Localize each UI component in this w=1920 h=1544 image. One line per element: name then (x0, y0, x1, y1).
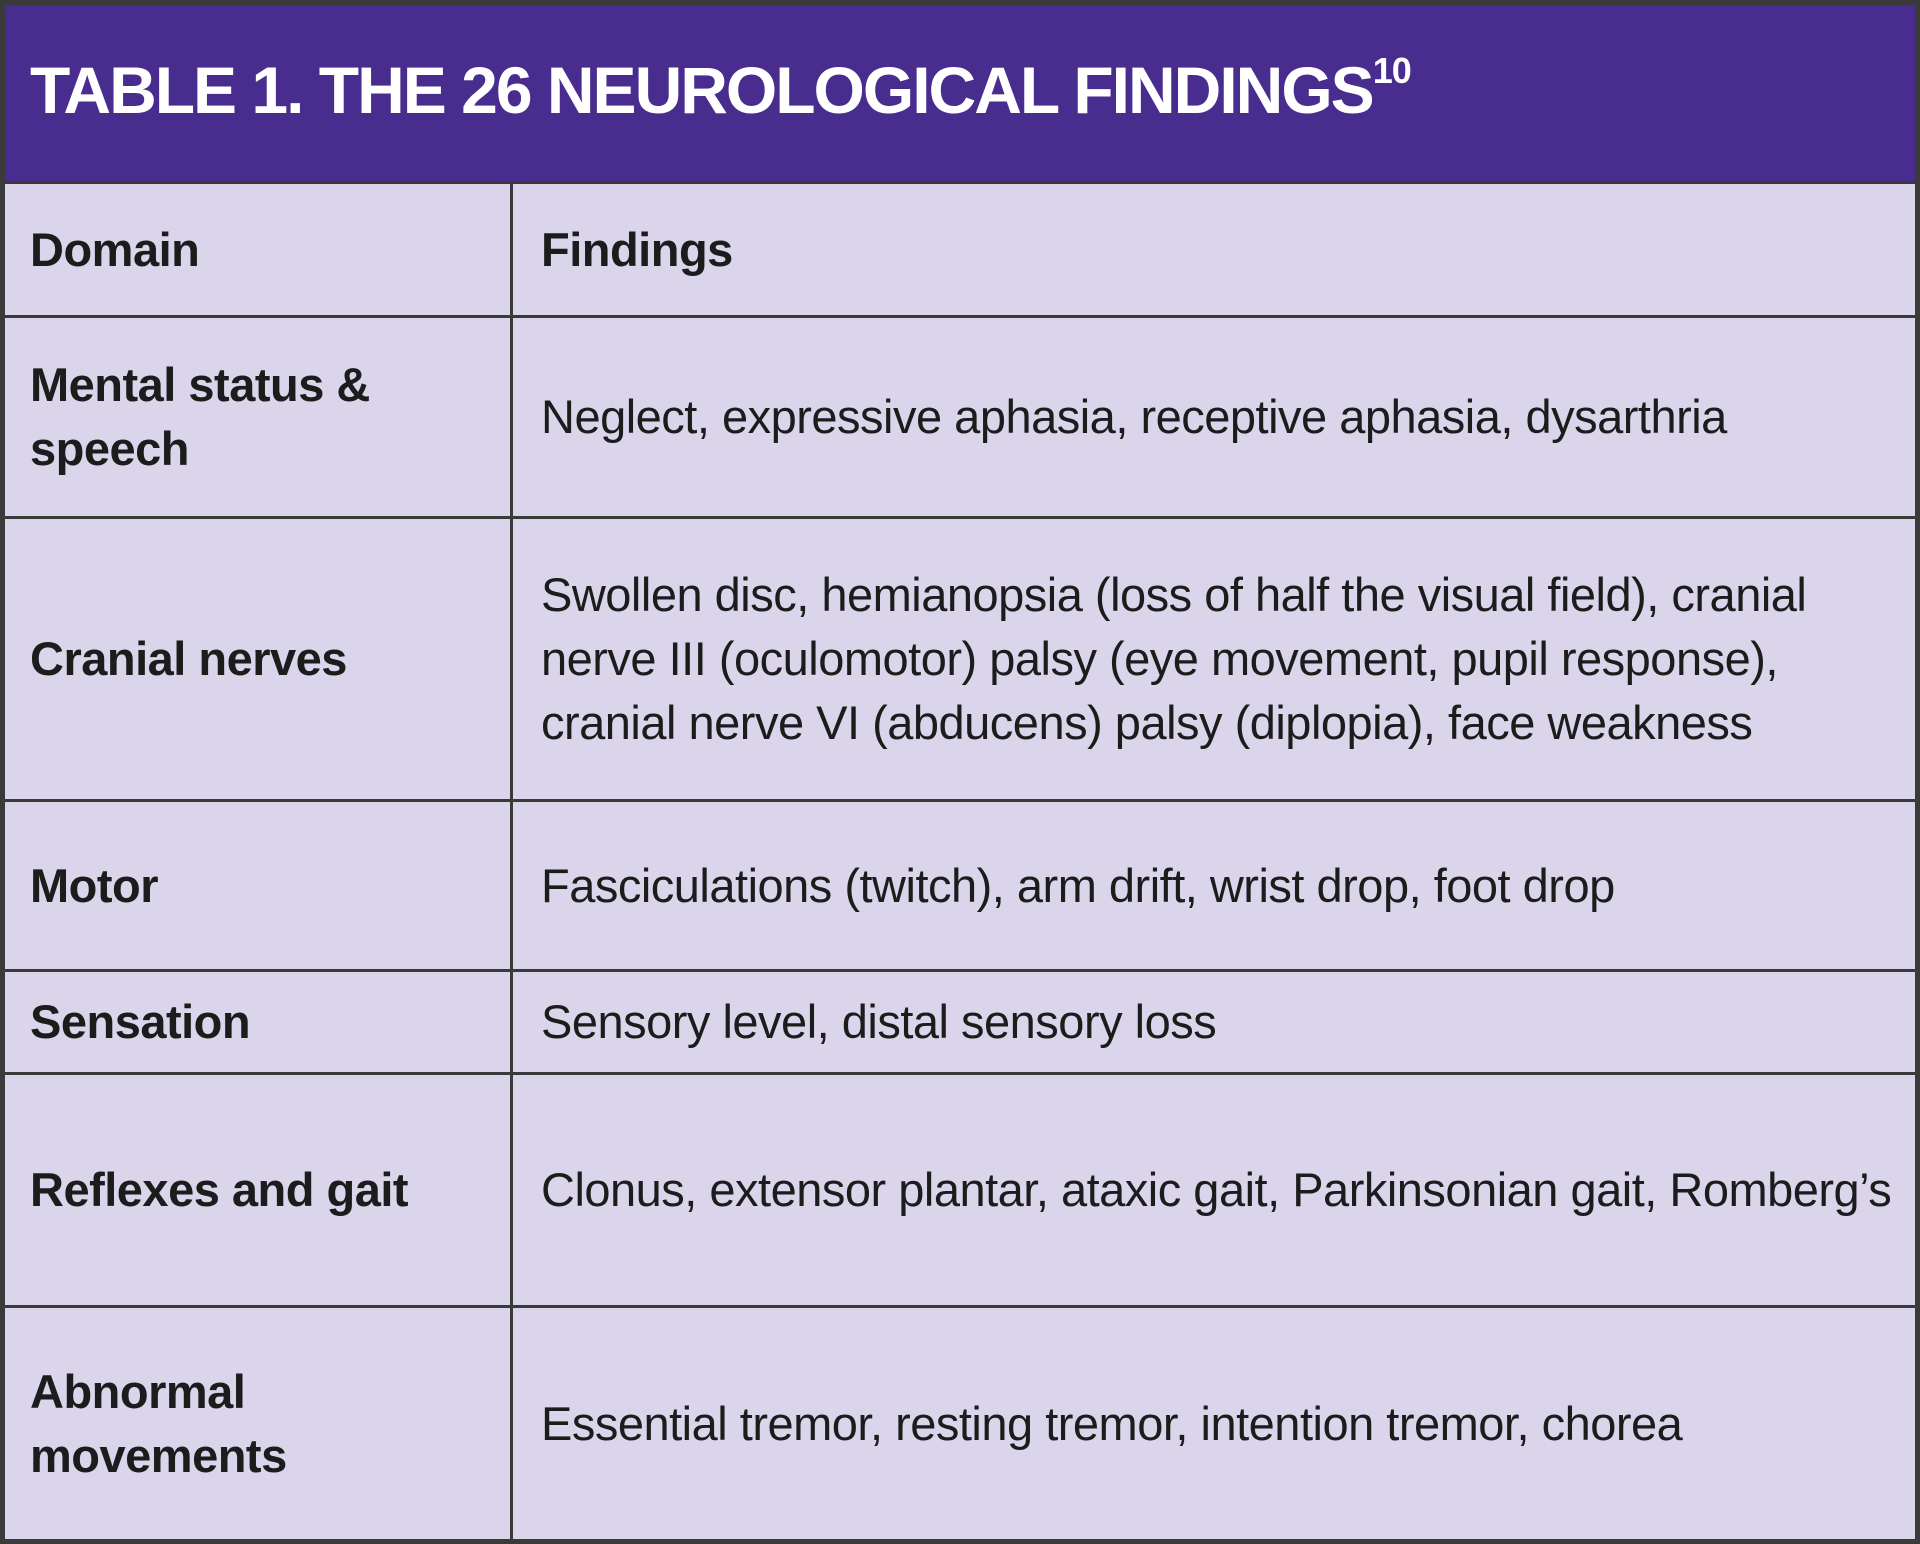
domain-cell: Sensation (5, 972, 513, 1072)
table-row (5, 318, 1915, 519)
domain-cell: Reflexes and gait (5, 1075, 513, 1305)
title-superscript: 10 (1372, 50, 1411, 91)
header-domain: Domain (5, 184, 513, 315)
findings-cell: Swollen disc, hemianopsia (loss of half the visual field), cranial nerve III (oculomotor) palsy (eye movement, pupil response), cranial nerve VI (abducens) palsy (diplopia), face weakness (541, 568, 1807, 749)
table-row (5, 972, 1915, 1075)
domain-cell: Abnormal movements (5, 1308, 513, 1539)
domain-cell: Mental status & speech (5, 318, 513, 516)
findings-cell: Fasciculations (twitch), arm drift, wrist drop, foot drop (541, 858, 1615, 912)
table-row (5, 1075, 1915, 1308)
table-title-bar (5, 5, 1915, 184)
table-row (5, 1308, 1915, 1539)
findings-cell: Clonus, extensor plantar, ataxic gait, Parkinsonian gait, Romberg’s (541, 1163, 1892, 1216)
findings-cell: Essential tremor, resting tremor, intention tremor, chorea (541, 1396, 1683, 1450)
domain-cell: Motor (5, 802, 513, 969)
domain-cell: Cranial nerves (5, 519, 513, 799)
findings-cell: Neglect, expressive aphasia, receptive aphasia, dysarthria (541, 390, 1727, 443)
table-title: TABLE 1. THE 26 NEUROLOGICAL FINDINGS$^{10}$ (30, 50, 1411, 127)
findings-cell: Sensory level, distal sensory loss (541, 995, 1217, 1048)
table-row (5, 519, 1915, 802)
table-header-row (5, 184, 1915, 318)
table-row (5, 802, 1915, 972)
header-findings: Findings (541, 222, 733, 276)
